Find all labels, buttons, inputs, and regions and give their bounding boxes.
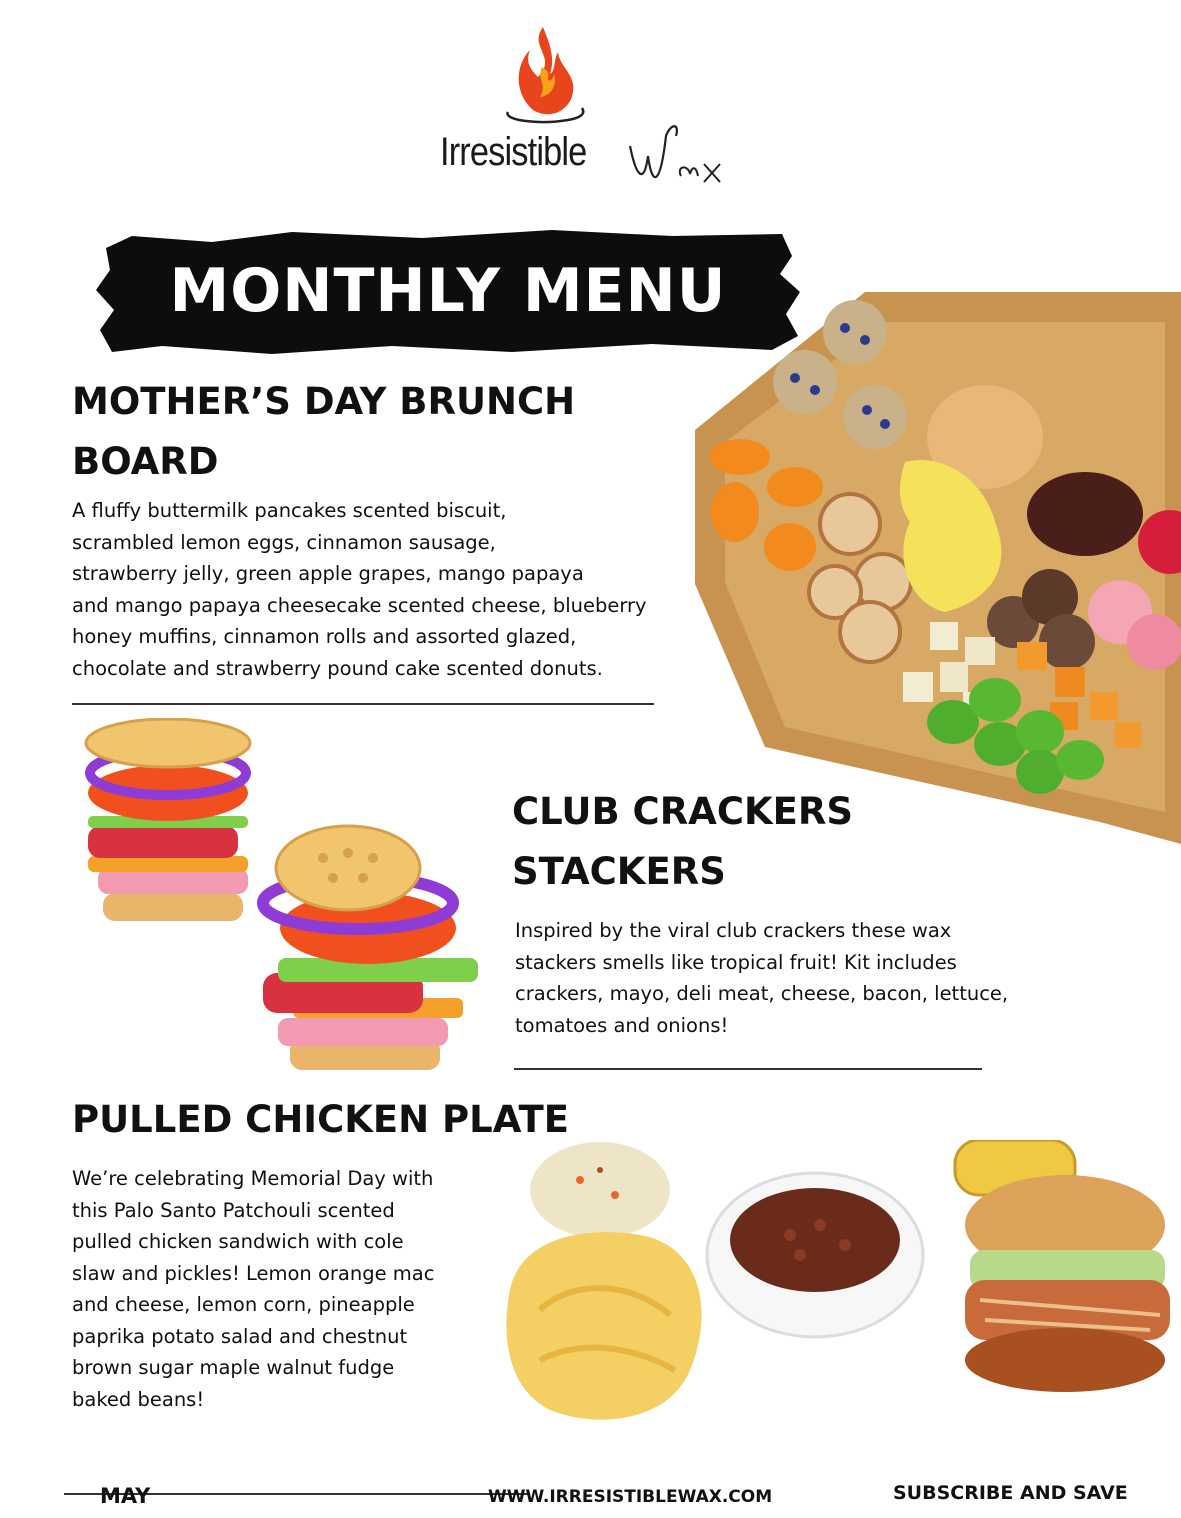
pulled-chicken-plate-image [500,1140,1180,1465]
desc-line: Inspired by the viral club crackers these wax [515,919,952,942]
brand-logo [440,22,750,197]
brand-script-wax [626,116,746,196]
desc-line: We’re celebrating Memorial Day with [72,1167,434,1190]
desc-line: paprika potato salad and chestnut [72,1324,408,1348]
desc-line: scrambled lemon eggs, cinnamon sausage, [72,530,496,554]
flame-icon [498,22,588,127]
section-divider [514,1068,982,1070]
desc-line: strawberry jelly, green apple grapes, mango papaya [72,562,584,585]
desc-line: and mango papaya cheesecake scented cheese, blueberry [72,593,647,617]
section-desc-brunch-board [72,495,772,684]
section-title-club-crackers: CLUB CRACKERS [512,790,854,833]
club-crackers-image [68,718,500,1090]
desc-line: pulled chicken sandwich with cole [72,1230,404,1253]
section-divider [72,703,654,705]
footer-month: MAY [100,1484,151,1508]
desc-line: crackers, mayo, deli meat, cheese, bacon, lettuce, [515,982,1009,1005]
page-title: MONTHLY MENU [169,256,727,326]
section-title-club-crackers-line2: STACKERS [512,850,726,893]
desc-line: A fluffy buttermilk pancakes scented biscuit, [72,499,507,522]
desc-line: and cheese, lemon corn, pineapple [72,1293,415,1316]
footer-subscribe-cta[interactable]: SUBSCRIBE AND SAVE [893,1482,1128,1504]
footer-website-link[interactable]: WWW.IRRESISTIBLEWAX.COM [488,1487,773,1507]
brand-name: Irresistible [440,130,587,174]
desc-line: this Palo Santo Patchouli scented [72,1198,395,1222]
desc-line: brown sugar maple walnut fudge [72,1356,395,1379]
desc-line: chocolate and strawberry pound cake scented donuts. [72,656,603,680]
desc-line: tomatoes and onions! [515,1013,729,1037]
desc-line: stackers smells like tropical fruit! Kit includes [515,950,957,974]
desc-line: baked beans! [72,1387,205,1411]
section-title-brunch-board: MOTHER’S DAY BRUNCH [72,380,576,423]
desc-line: honey muffins, cinnamon rolls and assorted glazed, [72,625,577,648]
section-desc-pulled-chicken [72,1163,522,1415]
section-title-brunch-board-line2: BOARD [72,440,219,483]
section-desc-club-crackers [515,915,1155,1041]
section-title-pulled-chicken: PULLED CHICKEN PLATE [72,1098,569,1141]
desc-line: slaw and pickles! Lemon orange mac [72,1261,435,1285]
